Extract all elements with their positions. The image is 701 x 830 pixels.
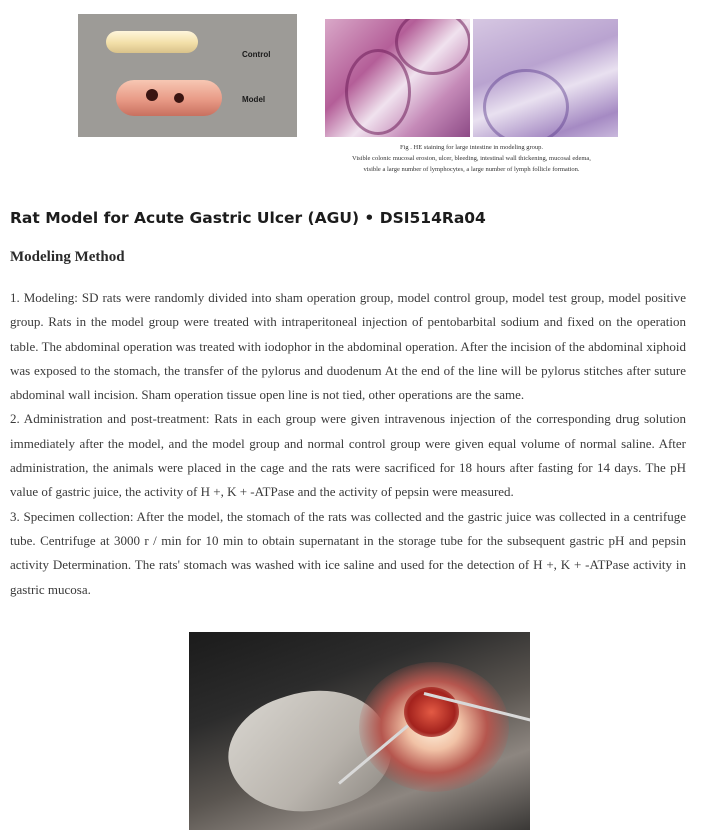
method-paragraph-modeling: 1. Modeling: SD rats were randomly divided into sham operation group, model control group, model test group, model positive group. Rats in the model group were treated with intraperitoneal injection of pentobarbital sodium and fixed on the operation table. The abdominal operation was treated with iodophor in the abdominal operation. After the incision of the abdominal xiphoid was exposed to the stomach, the transfer of the pylorus and duodenum At the end of the line will be pylorus stitches after suture abdominal wall incision. Sham operation tissue open line is not tied, other operations are the same. [10, 290, 686, 403]
model-colon-segment [116, 80, 222, 116]
tissue-fold [345, 49, 411, 135]
control-colon-segment [106, 31, 198, 53]
caption-line: Visible colonic mucosal erosion, ulcer, bleeding, intestinal wall thickening, mucosal edema, [352, 155, 591, 162]
surgery-photo [189, 632, 530, 830]
method-body [10, 286, 686, 602]
page-title: Rat Model for Acute Gastric Ulcer (AGU) • DSI514Ra04 [10, 209, 486, 227]
caption-line: Fig . HE staining for large intestine in modeling group. [399, 144, 544, 151]
ulcer-spot [174, 93, 184, 103]
method-paragraph-specimen: 3. Specimen collection: After the model, the stomach of the rats was collected and the gastric juice was collected in a centrifuge tube. Centrifuge at 3000 r / min for 10 min to obtain supernatant in the storage tube for the subsequent gastric pH and pepsin activity Determination. The rats' stomach was washed with ice saline and used for the detection of H +, K + -ATPase activity in gastric mucosa. [10, 508, 686, 597]
method-paragraph-administration: 2. Administration and post-treatment: Rats in each group were given intravenous injection of the corresponding drug solution immediately after the model, and the model group and normal control group were given equal volume of normal saline. After administration, the animals were placed in the cage and the rats were sacrificed for 18 hours after fasting for 14 days. The pH value of gastric juice, the activity of H +, K + -ATPase and the activity of pepsin were measured. [10, 411, 686, 500]
he-stain-micrograph-right [473, 19, 618, 137]
control-label: Control [242, 50, 271, 59]
tissue-fold [395, 19, 470, 75]
he-stain-micrograph-left [325, 19, 470, 137]
ulcer-spot [146, 89, 158, 101]
model-label: Model [242, 95, 266, 104]
section-title: Modeling Method [10, 249, 125, 265]
caption-line: visible a large number of lymphocytes, a large number of lymph follicle formation. [363, 166, 580, 173]
colon-specimen-photo [78, 14, 297, 137]
figure-caption [325, 142, 618, 175]
tissue-fold [483, 69, 569, 137]
